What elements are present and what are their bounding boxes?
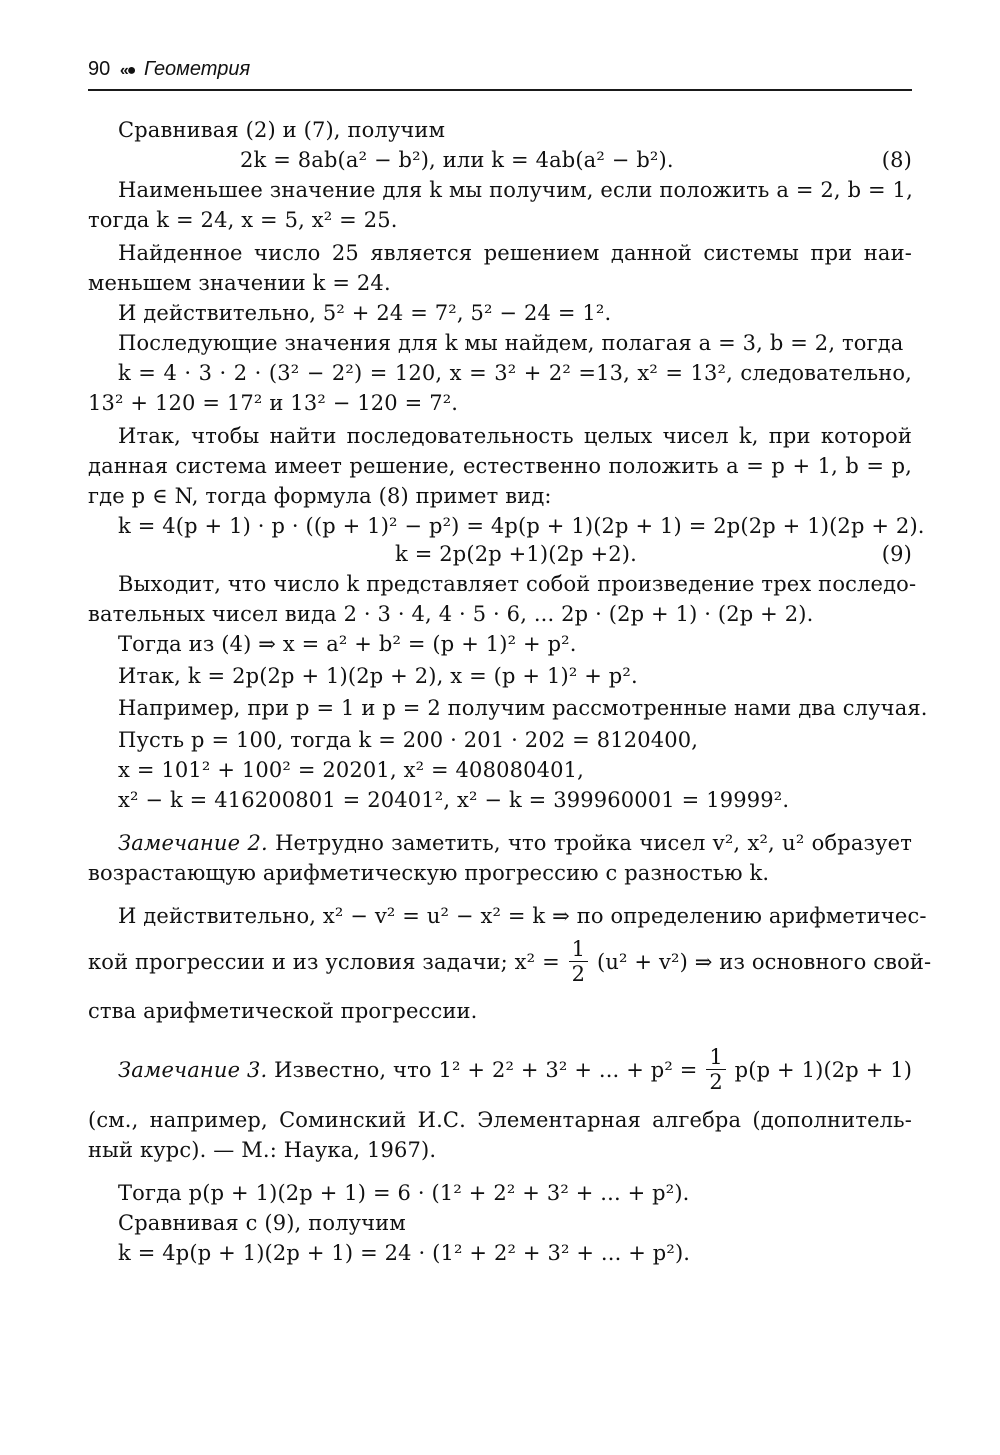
- fraction-numerator: 1: [569, 937, 589, 962]
- header-ornament: «●: [119, 62, 135, 79]
- running-header: [88, 56, 250, 84]
- remark-2: [118, 830, 912, 856]
- text-line: И действительно, x² − v² = u² − x² = k ⇒ по определению арифметичес-: [118, 904, 927, 928]
- equation-number: (8): [881, 148, 912, 172]
- fraction-denominator: 2: [709, 1070, 723, 1094]
- text-line: (см., например, Соминский И.С. Элементарная алгебра (дополнитель-: [88, 1108, 912, 1132]
- remark-label: Замечание 2.: [118, 831, 268, 855]
- remark-text: Нетрудно заметить, что тройка чисел v², x², u² образует: [275, 831, 912, 855]
- text-line: 13² + 120 = 17² и 13² − 120 = 7².: [88, 391, 459, 415]
- text-line: Пусть p = 100, тогда k = 200 · 201 · 202 = 8120400,: [118, 728, 699, 752]
- text-line: Сравнивая (2) и (7), получим: [118, 118, 446, 142]
- text-line: Найденное число 25 является решением данной системы при наи-: [118, 241, 912, 265]
- text-line: Итак, чтобы найти последовательность целых чисел k, при которой: [118, 424, 912, 448]
- text-line: Итак, k = 2p(2p + 1)(2p + 2), x = (p + 1)² + p².: [118, 664, 638, 688]
- text-fragment: Известно, что 1² + 2² + 3² + ... + p² =: [274, 1058, 698, 1082]
- fraction-denominator: 2: [571, 962, 586, 986]
- text-line: Сравнивая с (9), получим: [118, 1211, 406, 1235]
- fraction-numerator: 1: [706, 1045, 726, 1070]
- text-line: Наименьшее значение для k мы получим, если положить a = 2, b = 1,: [118, 178, 913, 202]
- equation-8: 2k = 8ab(a² − b²), или k = 4ab(a² − b²).: [240, 148, 674, 172]
- text-line: Тогда p(p + 1)(2p + 1) = 6 · (1² + 2² + 3² + ... + p²).: [118, 1181, 690, 1205]
- text-line: Выходит, что число k представляет собой произведение трех последо-: [118, 572, 917, 596]
- remark-label: Замечание 3.: [118, 1058, 268, 1082]
- text-line: k = 4 · 3 · 2 · (3² − 2²) = 120, x = 3² + 2² =13, x² = 13², следовательно,: [118, 361, 912, 385]
- remark-3: [118, 1046, 912, 1096]
- text-line: меньшем значении k = 24.: [88, 271, 391, 295]
- text-line: ный курс). — М.: Наука, 1967).: [88, 1138, 437, 1162]
- page-number: 90: [88, 58, 111, 80]
- text-line: Тогда из (4) ⇒ x = a² + b² = (p + 1)² + p².: [118, 632, 577, 656]
- section-title: Геометрия: [143, 58, 251, 80]
- text-line: Последующие значения для k мы найдем, полагая a = 3, b = 2, тогда: [118, 331, 904, 355]
- fraction-one-half: [569, 937, 589, 986]
- text-line: тогда k = 24, x = 5, x² = 25.: [88, 208, 398, 232]
- equation-9: k = 2p(2p +1)(2p +2).: [395, 542, 637, 566]
- header-rule: [88, 89, 912, 91]
- equation-line: k = 4(p + 1) · p · ((p + 1)² − p²) = 4p(p + 1)(2p + 1) = 2p(2p + 1)(2p + 2).: [118, 514, 925, 538]
- text-line: возрастающую арифметическую прогрессию с разностью k.: [88, 861, 770, 885]
- text-fragment: (u² + v²) ⇒ из основного свой-: [597, 950, 932, 974]
- text-line-with-fraction: [88, 938, 931, 988]
- equation-number: (9): [881, 542, 912, 566]
- text-line: данная система имеет решение, естественно положить a = p + 1, b = p,: [88, 454, 912, 478]
- text-line: вательных чисел вида 2 · 3 · 4, 4 · 5 · 6, ... 2p · (2p + 1) · (2p + 2).: [88, 602, 814, 626]
- fraction-one-half: [706, 1045, 726, 1094]
- text-fragment: p(p + 1)(2p + 1): [734, 1058, 913, 1082]
- text-line: k = 4p(p + 1)(2p + 1) = 24 · (1² + 2² + 3² + ... + p²).: [118, 1241, 691, 1265]
- text-line: где p ∈ N, тогда формула (8) примет вид:: [88, 484, 552, 508]
- text-fragment: кой прогрессии и из условия задачи; x² =: [88, 950, 560, 974]
- text-line: x² − k = 416200801 = 20401², x² − k = 399960001 = 19999².: [118, 788, 790, 812]
- text-line: x = 101² + 100² = 20201, x² = 408080401,: [118, 758, 584, 782]
- text-line: ства арифметической прогрессии.: [88, 999, 478, 1023]
- text-line: И действительно, 5² + 24 = 7², 5² − 24 = 1².: [118, 301, 612, 325]
- text-line: Например, при p = 1 и p = 2 получим рассмотренные нами два случая.: [118, 696, 928, 720]
